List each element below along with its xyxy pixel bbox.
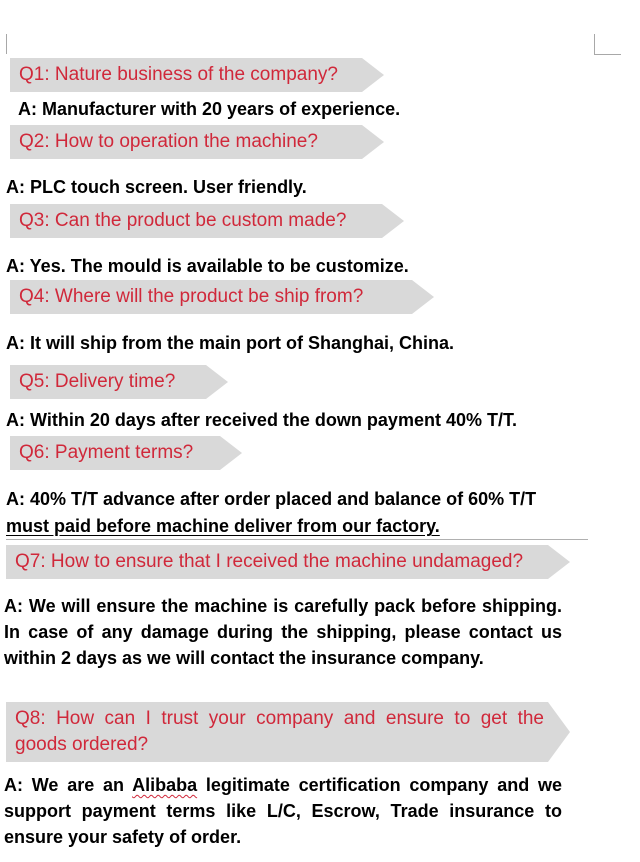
question-2 [10,125,362,159]
question-8-text: Q8: How can I trust your company and ensure to get the goods ordered? [15,708,544,755]
question-1-arrow [362,58,384,92]
question-4-arrow [412,280,434,314]
page-corner-mark-left [6,34,7,54]
question-3-arrow [382,204,404,238]
question-3-text: Q3: Can the product be custom made? [19,210,347,231]
answer-7: A: We will ensure the machine is carefully pack before shipping. In case of any damage during the shipping, please contact us within 2 days as we will contact the insurance company. [4,596,562,668]
question-7-text: Q7: How to ensure that I received the machine undamaged? [15,551,524,572]
question-8-arrow [548,702,570,762]
section-divider [6,539,588,540]
question-8 [6,702,548,762]
answer-8-end: legitimate certification company and we support payment terms like L/C, Escrow, Trade insurance to ensure your safety of order. [4,775,562,847]
question-4 [10,280,412,314]
question-2-text: Q2: How to operation the machine? [19,131,318,152]
question-6 [10,436,220,470]
answer-8-alibaba: Alibaba [132,775,198,795]
question-7 [6,545,548,579]
answer-2: A: PLC touch screen. User friendly. [6,177,307,197]
answer-8 [4,772,562,850]
question-1 [10,58,362,92]
question-2-arrow [362,125,384,159]
page-corner-mark-right [594,34,621,55]
question-1-text: Q1: Nature business of the company? [19,64,338,85]
answer-6-line-1: A: 40% T/T advance after order placed and balance of 60% T/T [6,489,537,509]
question-5-arrow [206,365,228,399]
question-5-text: Q5: Delivery time? [19,371,176,392]
answer-4: A: It will ship from the main port of Shanghai, China. [6,333,455,353]
question-4-text: Q4: Where will the product be ship from? [19,286,364,307]
question-6-text: Q6: Payment terms? [19,442,194,463]
answer-8-start: A: We are an [4,775,133,795]
question-7-arrow [548,545,570,579]
question-6-arrow [220,436,242,470]
question-5 [10,365,206,399]
question-3 [10,204,382,238]
answer-6-line-2: must paid before machine deliver from our factory. [6,516,440,536]
answer-3: A: Yes. The mould is available to be customize. [6,256,409,276]
answer-5: A: Within 20 days after received the down payment 40% T/T. [6,410,517,430]
answer-1: A: Manufacturer with 20 years of experience. [18,99,401,119]
